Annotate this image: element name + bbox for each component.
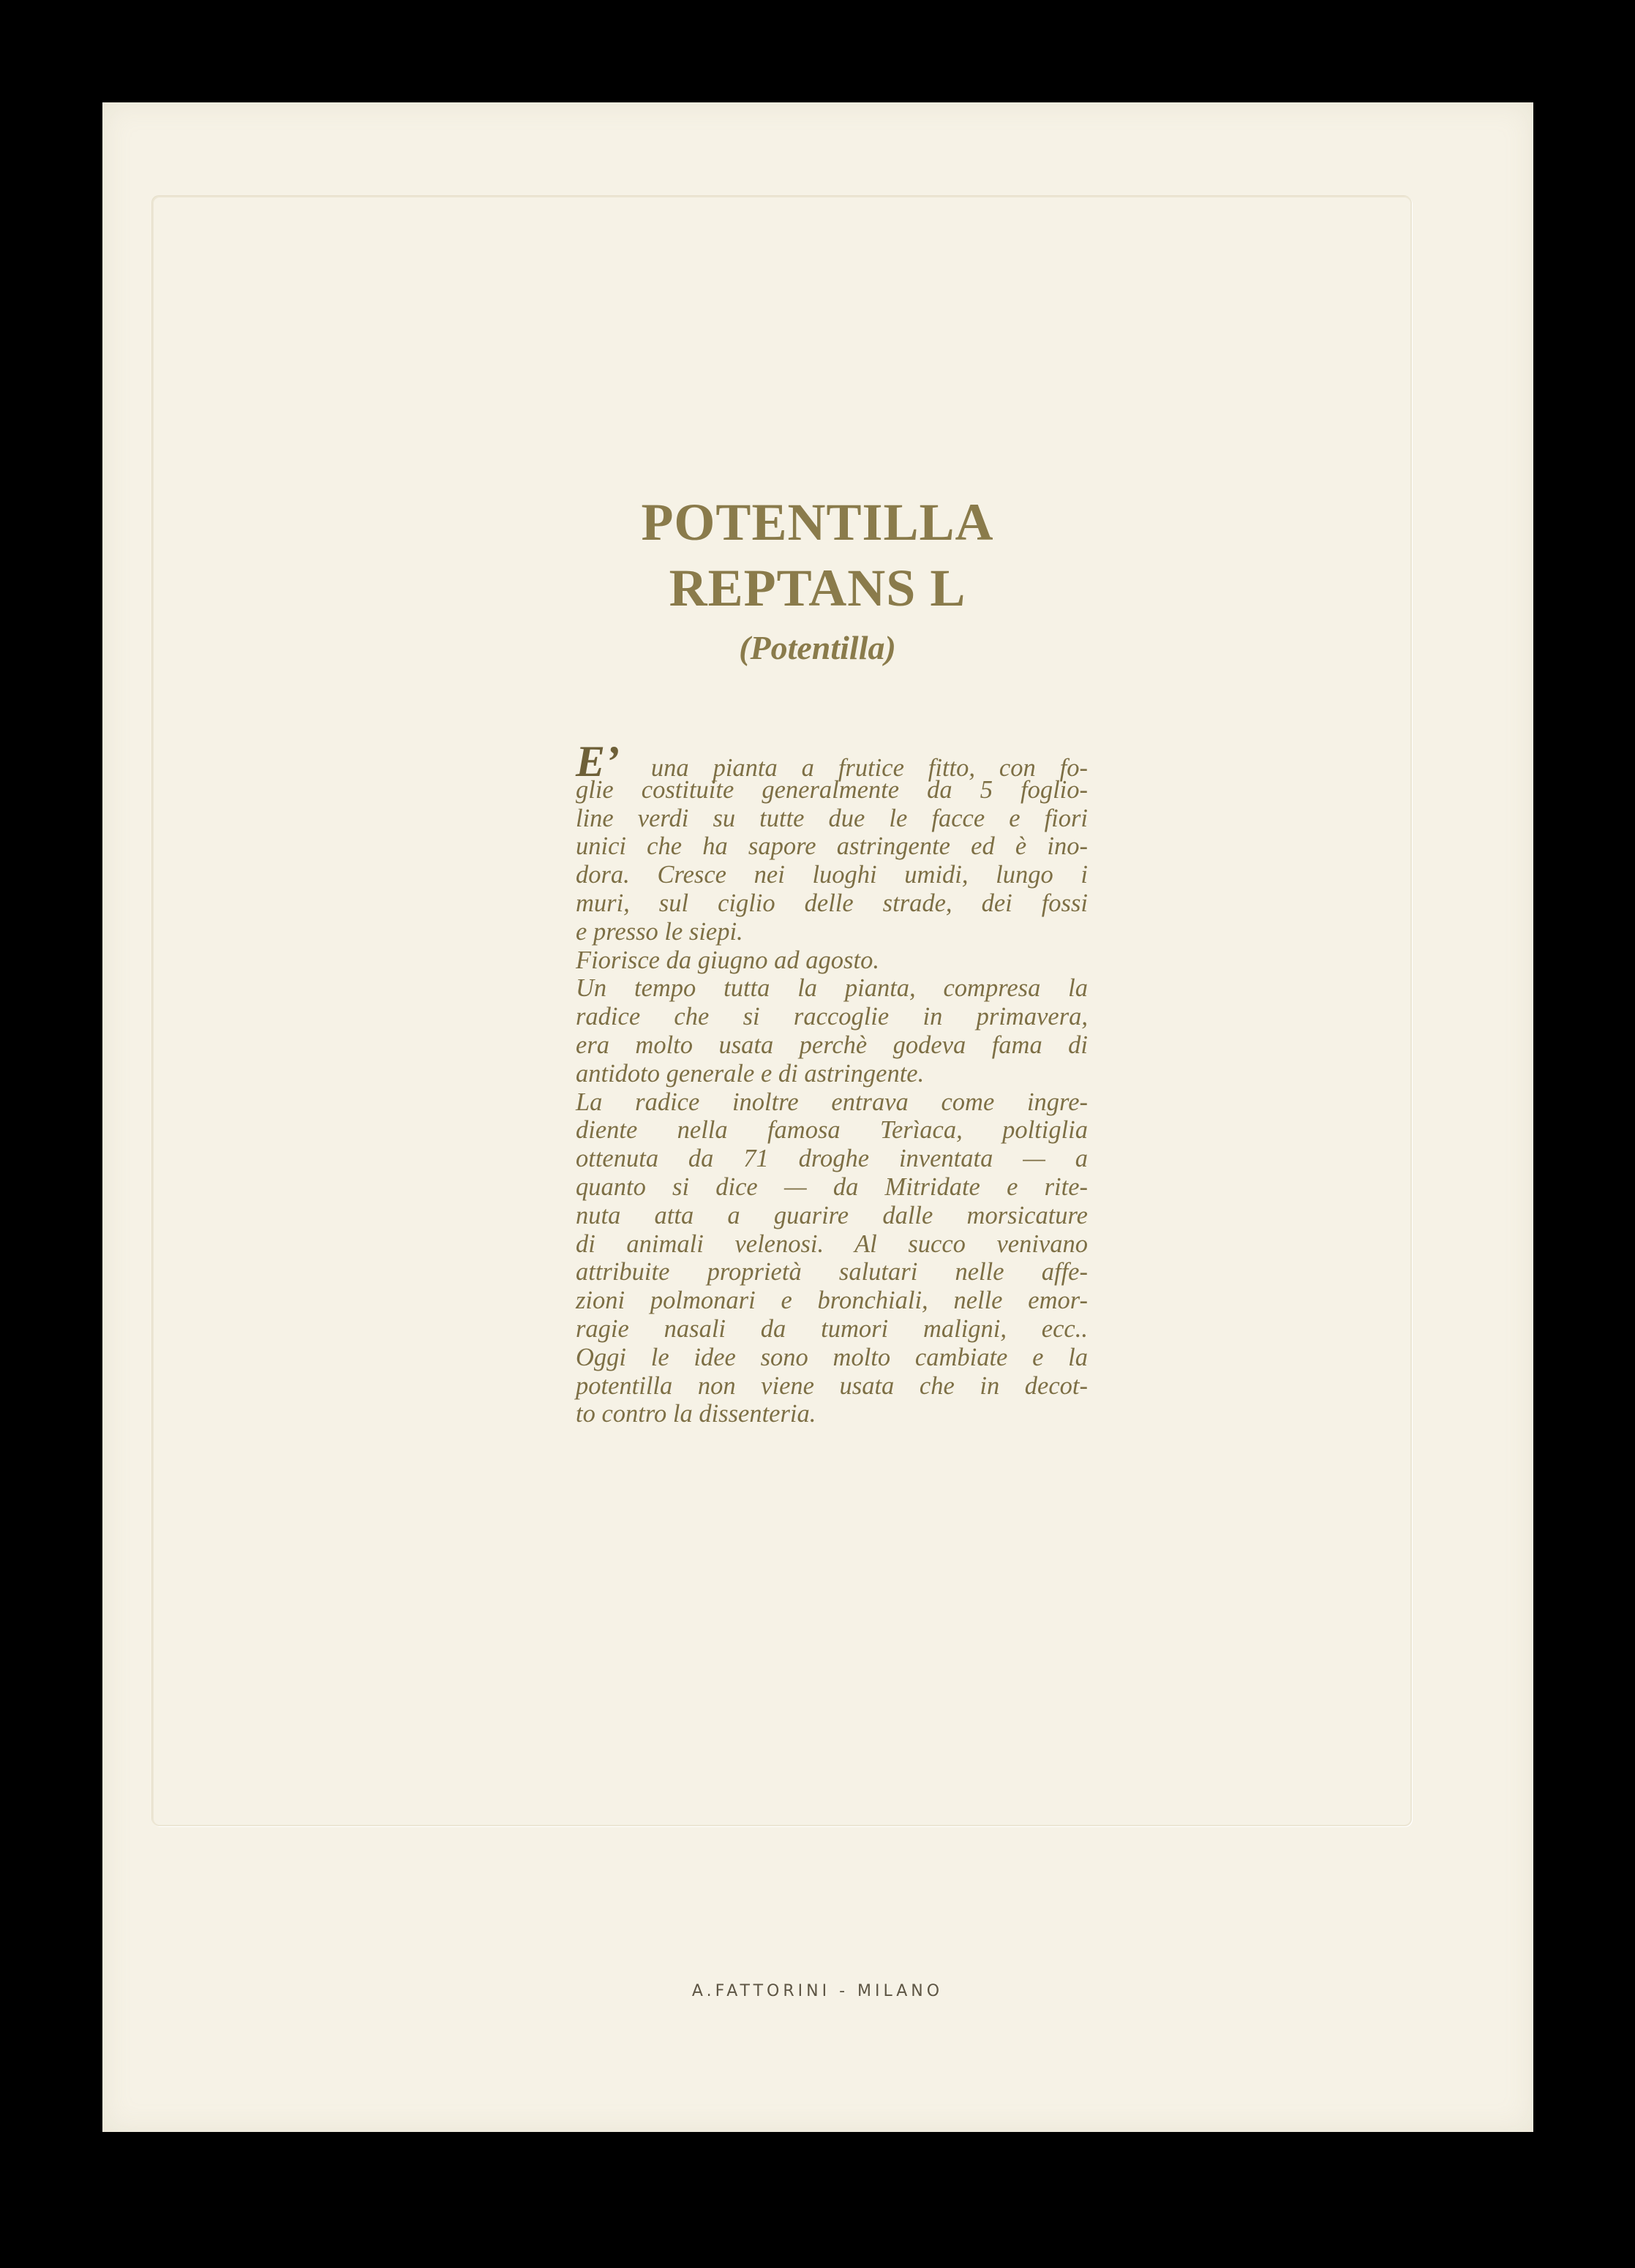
- body-line: line verdi su tutte due le facce e fiori: [576, 804, 1088, 832]
- body-line: Oggi le idee sono molto cambiate e la: [576, 1343, 1088, 1371]
- body-line: ragie nasali da tumori maligni, ecc..: [576, 1314, 1088, 1343]
- drop-cap: E’: [576, 737, 620, 785]
- body-line: potentilla non viene usata che in decot-: [576, 1371, 1088, 1400]
- body-line: era molto usata perchè godeva fama di: [576, 1031, 1088, 1059]
- body-line: zioni polmonari e bronchiali, nelle emor-: [576, 1286, 1088, 1315]
- body-line: radice che si raccoglie in primavera,: [576, 1003, 1088, 1031]
- body-line: di animali velenosi. Al succo venivano: [576, 1229, 1088, 1258]
- body-line: unici che ha sapore astringente ed è ino-: [576, 832, 1088, 861]
- body-line: glie costituite generalmente da 5 foglio-: [576, 775, 1088, 804]
- body-line: Un tempo tutta la pianta, compresa la: [576, 974, 1088, 1003]
- body-line: quanto si dice — da Mitridate e rite-: [576, 1172, 1088, 1201]
- body-text: [576, 737, 1088, 1428]
- body-line: dora. Cresce nei luoghi umidi, lungo i: [576, 861, 1088, 889]
- printer-imprint: A.FATTORINI - MILANO: [691, 1982, 944, 2000]
- body-line: to contro la dissenteria.: [576, 1400, 816, 1428]
- body-line: La radice inoltre entrava come ingre-: [576, 1088, 1088, 1116]
- body-line: attribuite proprietà salutari nelle affe-: [576, 1258, 1088, 1286]
- body-line: nuta atta a guarire dalle morsicature: [576, 1201, 1088, 1229]
- body-line: diente nella famosa Terìaca, poltiglia: [576, 1116, 1088, 1145]
- title-line-2: REPTANS L: [669, 559, 966, 617]
- body-line: Fiorisce da giugno ad agosto.: [576, 946, 879, 974]
- title-line-1: POTENTILLA: [641, 493, 994, 551]
- body-line: ottenuta da 71 droghe inventata — a: [576, 1145, 1088, 1173]
- body-line: muri, sul ciglio delle strade, dei fossi: [576, 889, 1088, 917]
- body-line: e presso le siepi.: [576, 917, 743, 946]
- body-line: antidoto generale e di astringente.: [576, 1059, 925, 1088]
- subtitle: (Potentilla): [739, 629, 896, 666]
- body-line-text: una pianta a frutice fitto, con fo-: [627, 754, 1088, 782]
- body-line: [576, 737, 1088, 785]
